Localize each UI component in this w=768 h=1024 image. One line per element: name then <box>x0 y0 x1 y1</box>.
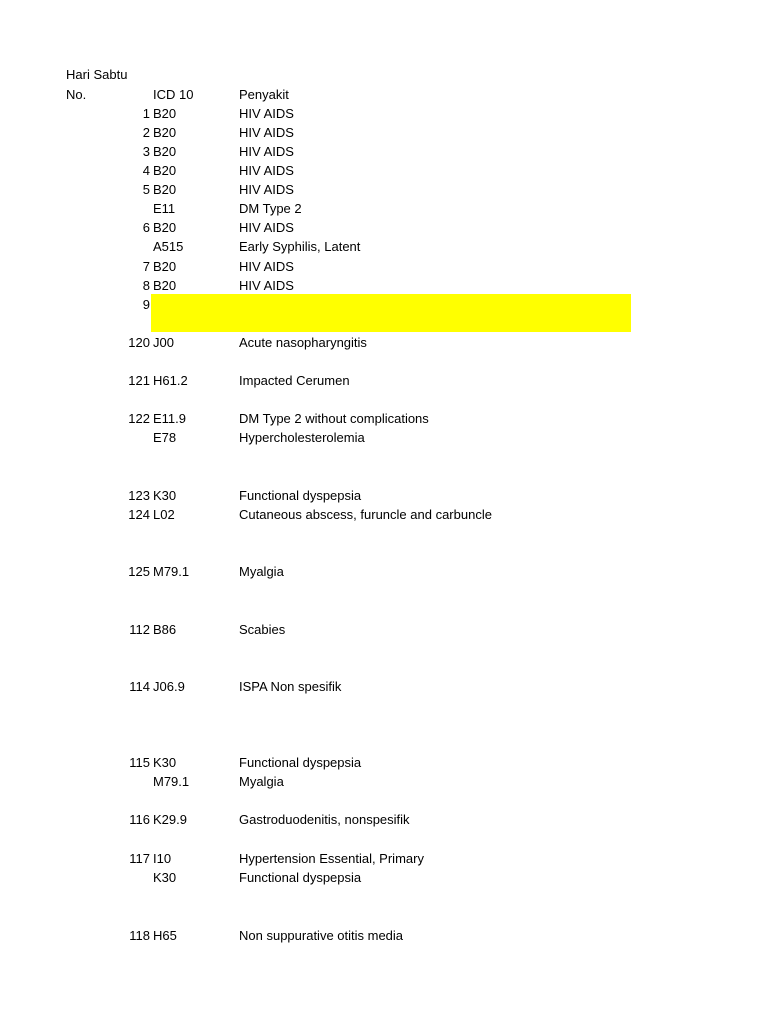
row-disease: HIV AIDS <box>239 163 294 178</box>
row-number <box>66 428 150 447</box>
row-number: 121 <box>128 373 150 388</box>
table-row <box>0 772 768 791</box>
table-row <box>0 161 768 180</box>
row-icd-code: B20 <box>153 220 177 235</box>
row-disease <box>239 295 699 314</box>
row-disease: Early Syphilis, Latent <box>239 239 361 254</box>
row-number <box>66 868 150 887</box>
table-row <box>0 505 768 524</box>
table-row <box>0 562 768 581</box>
row-number: 114 <box>129 679 150 694</box>
row-disease: HIV AIDS <box>239 259 294 274</box>
row-number: 116 <box>129 812 150 827</box>
row-number <box>66 772 150 791</box>
row-icd-code: E78 <box>153 430 177 445</box>
header-icd: ICD 10 <box>153 87 194 102</box>
row-icd-code: J00 <box>153 335 174 350</box>
row-icd-code: B20 <box>153 144 177 159</box>
sheet-title: Hari Sabtu <box>66 67 128 82</box>
row-disease: HIV AIDS <box>239 106 294 121</box>
row-disease: ISPA Non spesifik <box>239 679 342 694</box>
row-disease: Functional dyspepsia <box>239 870 362 885</box>
table-row <box>0 276 768 295</box>
row-icd-code: B20 <box>153 182 177 197</box>
row-icd-code: I10 <box>153 851 172 866</box>
row-icd-code: E11.9 <box>153 411 187 426</box>
row-icd-code: K30 <box>153 755 177 770</box>
table-row <box>0 486 768 505</box>
header-no: No. <box>66 87 87 102</box>
row-disease: Acute nasopharyngitis <box>239 335 367 350</box>
table-row <box>0 218 768 237</box>
row-number: 122 <box>128 411 150 426</box>
table-row <box>0 237 768 256</box>
row-disease: Cutaneous abscess, furuncle and carbuncle <box>239 507 492 522</box>
row-disease: Functional dyspepsia <box>239 488 362 503</box>
table-row <box>0 180 768 199</box>
row-icd-code: B20 <box>153 125 177 140</box>
table-row <box>0 333 768 352</box>
row-icd-code: K30 <box>153 488 177 503</box>
row-disease: Impacted Cerumen <box>239 373 350 388</box>
row-disease: HIV AIDS <box>239 125 294 140</box>
row-number: 124 <box>128 507 150 522</box>
table-row <box>0 123 768 142</box>
row-icd-code: H65 <box>153 928 177 943</box>
row-icd-code: B86 <box>153 622 177 637</box>
row-icd-code: H61.2 <box>153 373 188 388</box>
row-icd-code: B20 <box>153 163 177 178</box>
row-number: 123 <box>128 488 150 503</box>
row-disease: DM Type 2 without complications <box>239 411 429 426</box>
row-number: 9 <box>142 297 150 312</box>
table-row <box>0 409 768 428</box>
row-number <box>66 199 150 218</box>
row-disease: HIV AIDS <box>239 278 294 293</box>
row-number: 118 <box>129 928 150 943</box>
row-number: 115 <box>129 755 150 770</box>
row-disease: Myalgia <box>239 774 284 789</box>
table-header-row <box>0 85 768 104</box>
table-row <box>0 753 768 772</box>
row-number: 4 <box>142 163 150 178</box>
table-row <box>0 371 768 390</box>
row-number <box>66 237 150 256</box>
row-disease: HIV AIDS <box>239 220 294 235</box>
row-icd-code: K30 <box>153 870 177 885</box>
row-icd-code: M79.1 <box>153 564 190 579</box>
row-disease: Non suppurative otitis media <box>239 928 404 943</box>
row-disease: Functional dyspepsia <box>239 755 362 770</box>
table-row <box>0 849 768 868</box>
row-number: 112 <box>129 622 150 637</box>
row-icd-code: A515 <box>153 239 184 254</box>
row-number: 125 <box>128 564 150 579</box>
row-icd-code: M79.1 <box>153 774 190 789</box>
row-number: 117 <box>129 851 150 866</box>
table-row <box>0 926 768 945</box>
row-disease: Hypercholesterolemia <box>239 430 365 445</box>
row-icd-code: B20 <box>153 278 177 293</box>
row-number: 8 <box>142 278 150 293</box>
row-icd-code: B20 <box>153 106 177 121</box>
row-number: 120 <box>128 335 150 350</box>
row-number: 1 <box>142 106 150 121</box>
row-number: 5 <box>142 182 150 197</box>
row-icd-code: L02 <box>153 507 175 522</box>
table-row <box>0 199 768 218</box>
row-icd-code: K29.9 <box>153 812 187 827</box>
row-disease: Scabies <box>239 622 286 637</box>
header-disease: Penyakit <box>239 87 289 102</box>
row-number: 3 <box>142 144 150 159</box>
row-number: 7 <box>142 259 150 274</box>
table-row <box>0 104 768 123</box>
row-disease: HIV AIDS <box>239 182 294 197</box>
table-row <box>0 142 768 161</box>
row-icd-code: B20 <box>153 259 177 274</box>
table-row <box>0 428 768 447</box>
table-row <box>0 620 768 639</box>
row-icd-code: E11 <box>153 201 176 216</box>
row-number: 6 <box>142 220 150 235</box>
table-row <box>0 810 768 829</box>
row-disease: Hypertension Essential, Primary <box>239 851 424 866</box>
row-icd-code <box>153 295 237 314</box>
table-row <box>0 677 768 696</box>
row-disease: HIV AIDS <box>239 144 294 159</box>
row-disease: Gastroduodenitis, nonspesifik <box>239 812 410 827</box>
table-row <box>0 257 768 276</box>
row-disease: DM Type 2 <box>239 201 302 216</box>
table-row <box>0 868 768 887</box>
row-number: 2 <box>142 125 150 140</box>
row-disease: Myalgia <box>239 564 284 579</box>
table-row <box>0 295 768 314</box>
row-icd-code: J06.9 <box>153 679 185 694</box>
